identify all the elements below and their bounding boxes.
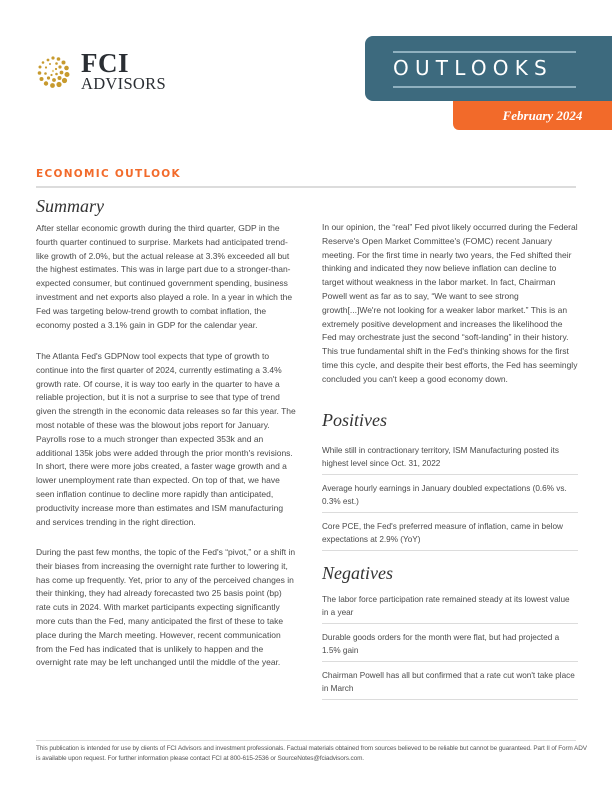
- section-label: ECONOMIC OUTLOOK: [36, 168, 181, 180]
- positives-item: While still in contractionary territory, ISM Manufacturing posted its highest level since Oct. 31, 2022: [322, 444, 578, 475]
- footer-disclaimer: This publication is intended for use by clients of FCI Advisors and investment professionals. Factual materials obtained from sources believed to be reliable but cannot be guaranteed. Part II of Form ADV is available upon request. For further information please contact FCI at 800-615-2536 or SourceNotes@fciadvisors.com.: [36, 745, 587, 762]
- logo-text-advisors: ADVISORS: [81, 74, 166, 93]
- footer-divider: [36, 740, 576, 741]
- positives-list: [322, 444, 578, 558]
- issue-date: February 2024: [502, 108, 583, 123]
- summary-paragraph-1: After stellar economic growth during the third quarter, GDP in the fourth quarter continued to surprise. Markets had anticipated trend-like growth of 2.0%, but the actual release at 3.3% exceeded all but the highest estimates. This was in large part due to a stronger-than-expected consumer, but continued government spending, business investment and net exports also played a role. In a year in which the Fed was targeting below-trend growth to combat inflation, the economy posted a 3.1% gain in GDP for the calendar year.: [36, 223, 293, 330]
- positives-item: Average hourly earnings in January doubled expectations (0.6% vs. 0.3% est.): [322, 482, 578, 513]
- fci-advisors-logo: [36, 50, 166, 93]
- summary-heading: Summary: [36, 196, 104, 216]
- summary-paragraph-4: In our opinion, the “real” Fed pivot likely occurred during the Federal Reserve's Open Market Committee's (FOMC) recent January meeting. For the first time in nearly two years, the Fed shifted their thinking and indicated they now believe inflation can decline to target without weakness in the labor market. In fact, Chairman Powell went as far as to say, “We want to see strong growth[...]We're not looking for a weaker labor market.” This is an extremely positive development and increases the likelihood the Fed may orchestrate just the second “soft-landing” in their history. This true fundamental shift in the Fed's thinking shows for the first time this cycle, and despite their best efforts, the Fed has seemingly concluded you can't keep a good economy down.: [322, 222, 578, 384]
- positives-heading: Positives: [322, 410, 387, 430]
- positives-item: Core PCE, the Fed's preferred measure of inflation, came in below expectations at 2.9% (YoY): [322, 520, 578, 551]
- banner-bottom-rule: [393, 86, 576, 88]
- section-divider: [36, 186, 576, 188]
- negatives-item: Chairman Powell has all but confirmed that a rate cut won't take place in March: [322, 669, 578, 700]
- negatives-item: Durable goods orders for the month were flat, but had projected a 1.5% gain: [322, 631, 578, 662]
- banner-top-rule: [393, 51, 576, 53]
- negatives-list: [322, 593, 578, 707]
- outlooks-banner: [365, 36, 612, 101]
- globe-dots-icon: [36, 54, 70, 88]
- banner-title: OUTLOOKS: [393, 56, 553, 80]
- summary-paragraph-3: During the past few months, the topic of the Fed's “pivot,” or a shift in their biases from increasing the overnight rate further to lowering it, has come up frequently. Yet, prior to any of the perceived changes in their thinking, they had already forecasted two 25 basis point (bp) rate cuts in 2024. With market participants expecting significantly more cuts than the Fed, many anticipated the first of these to take place during the March meeting. However, recent communication from the Fed has indicated that is unlikely to happen and the overnight rate may be left unchanged until the middle of the year.: [36, 547, 296, 668]
- negatives-item: The labor force participation rate remained steady at its lowest value in a year: [322, 593, 578, 624]
- date-tab: [453, 101, 612, 130]
- negatives-heading: Negatives: [322, 563, 393, 583]
- logo-text-fci: FCI: [81, 48, 129, 78]
- summary-paragraph-2: The Atlanta Fed's GDPNow tool expects that type of growth to continue into the first quarter of 2024, currently estimating a 3.4% growth rate. Of course, it is way too early in the quarter to have a reliable projection, but it is not a surprise to see that type of trend given the strength in the economic data releases so far this year. The most notable of these was the blowout jobs report for January. Payrolls rose to a much stronger than expected 353k and an additional 135k jobs were added through the prior month's revisions. In short, there were more jobs created, a faster wage growth and a lower unemployment rate than expected. On top of that, we have seen inflation continue to decline more rapidly than anticipated, productivity increase more than estimates and ISM manufacturing and services trending in the right direction.: [36, 351, 296, 527]
